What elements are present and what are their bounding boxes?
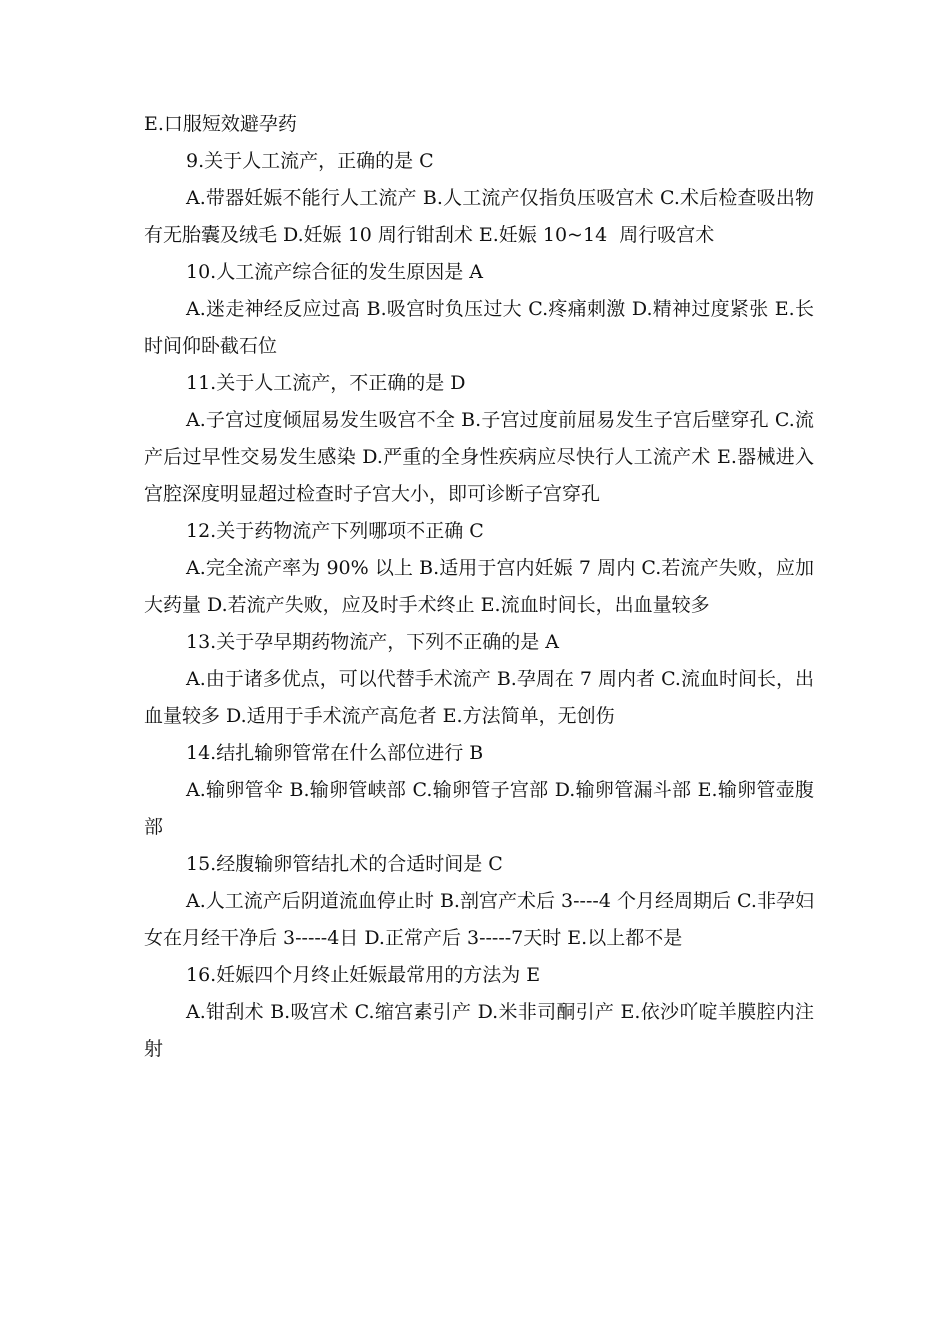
question-13-options: A.由于诸多优点，可以代替手术流产 B.孕周在 7 周内者 C.流血时间长，出血量较多 D.适用于手术流产高危者 E.方法简单，无创伤 [144,668,814,727]
question-10: 10.人工流产综合征的发生原因是 A [186,261,483,283]
question-11: 11.关于人工流产，不正确的是 D [186,372,466,394]
question-10-options: A.迷走神经反应过高 B.吸宫时负压过大 C.疼痛刺激 D.精神过度紧张 E.长时间仰卧截石位 [144,298,814,357]
question-9-options: A.带器妊娠不能行人工流产 B.人工流产仅指负压吸宫术 C.术后检查吸出物有无胎囊及绒毛 D.妊娠 10 周行钳刮术 E.妊娠 10~14 周行吸宫术 [144,187,814,246]
question-12: 12.关于药物流产下列哪项不正确 C [186,520,484,542]
question-13: 13.关于孕早期药物流产，下列不正确的是 A [186,631,559,653]
question-14: 14.结扎输卵管常在什么部位进行 B [186,742,484,764]
question-14-options: A.输卵管伞 B.输卵管峡部 C.输卵管子宫部 D.输卵管漏斗部 E.输卵管壶腹部 [144,779,814,838]
question-12-options: A.完全流产率为 90% 以上 B.适用于宫内妊娠 7 周内 C.若流产失败，应加大药量 D.若流产失败，应及时手术终止 E.流血时间长，出血量较多 [144,557,814,616]
question-15-options: A.人工流产后阴道流血停止时 B.剖宫产术后 3----4 个月经周期后 C.非孕妇女在月经干净后 3-----4日 D.正常产后 3-----7天时 E.以上都不是 [144,890,814,949]
question-16-options: A.钳刮术 B.吸宫术 C.缩宫素引产 D.米非司酮引产 E.依沙吖啶羊膜腔内注射 [144,1001,814,1060]
answer-option-line: E.口服短效避孕药 [144,113,297,135]
question-15: 15.经腹输卵管结扎术的合适时间是 C [186,853,503,875]
question-11-options: A.子宫过度倾屈易发生吸宫不全 B.子宫过度前屈易发生子宫后壁穿孔 C.流产后过早性交易发生感染 D.严重的全身性疾病应尽快行人工流产术 E.器械进入宫腔深度明显超过检查时子宫大小，即可诊断子宫穿孔 [144,409,814,505]
document-page [144,106,814,1068]
question-9: 9.关于人工流产，正确的是 C [186,150,434,172]
question-16: 16.妊娠四个月终止妊娠最常用的方法为 E [186,964,541,986]
